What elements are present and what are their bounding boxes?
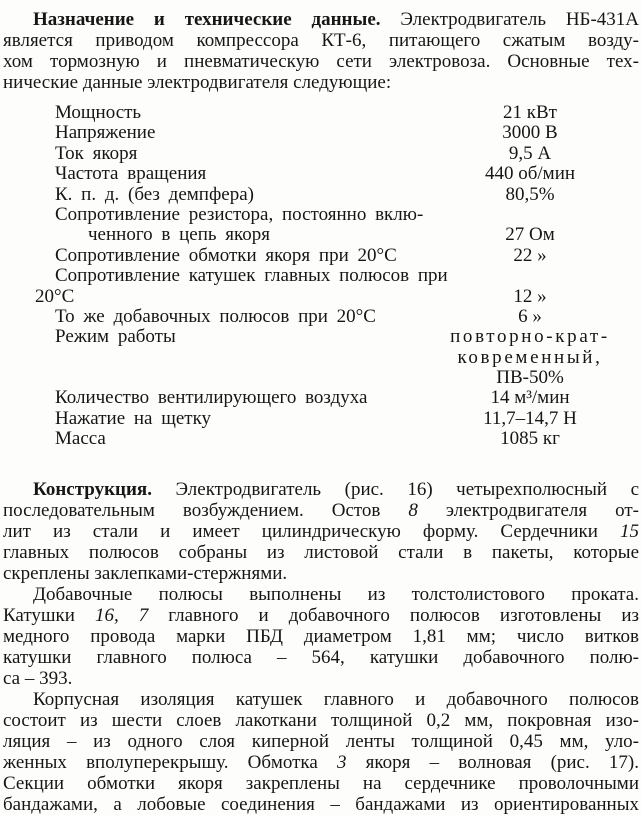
figure-ref: 15 — [620, 521, 639, 542]
text-line — [3, 626, 639, 647]
figure-ref: 3 — [336, 752, 347, 773]
spec-label: Масса — [55, 428, 106, 450]
spec-label: Мощность — [55, 102, 142, 123]
run-text: медного провода марки ПБД диаметром 1,81 мм; число витков — [3, 626, 639, 647]
run-text: са – 393. — [3, 668, 73, 689]
spec-row — [0, 327, 642, 347]
spec-row — [0, 225, 642, 245]
spec-value: 14 м³/мин — [490, 387, 570, 409]
intro-paragraph — [3, 9, 639, 93]
run-text: бандажами, а лобовые соединения – бандажами из ориентированных — [3, 794, 639, 815]
run-text: хом тормозную и пневматическую сети электровоза. Основные тех- — [3, 51, 639, 72]
run-text: лит из стали и имеет цилиндрическую форму. Сердечники — [3, 521, 620, 542]
spec-label: Количество вентилирующего воздуха — [55, 387, 368, 409]
text-line — [3, 731, 639, 752]
spec-row — [0, 287, 642, 307]
spec-row — [0, 348, 642, 368]
run-text: нические данные электродвигателя следующие: — [3, 72, 392, 93]
spec-label: Частота вращения — [55, 163, 207, 185]
text-line — [3, 710, 639, 731]
spec-row — [0, 409, 642, 429]
spec-value: 1085 кг — [500, 428, 560, 450]
spec-row — [0, 368, 642, 388]
spec-value: ПВ-50% — [496, 367, 564, 389]
text-line — [3, 584, 639, 605]
run-text: Добавочные полюсы выполнены из толстолистового проката. — [33, 584, 639, 605]
construction-section — [3, 479, 639, 815]
spec-value: 22 » — [513, 244, 547, 266]
text-line — [3, 647, 639, 668]
spec-value: 27 Ом — [505, 224, 555, 246]
text-line — [3, 605, 639, 626]
text-line — [3, 30, 639, 51]
spec-row — [0, 205, 642, 225]
spec-label: Нажатие на щетку — [55, 407, 212, 429]
construction-paragraph — [3, 479, 639, 584]
run-text: Электродвигатель НБ-431А — [380, 9, 639, 30]
spec-label: ченного в цепь якоря — [88, 224, 271, 246]
text-line — [3, 752, 639, 773]
figure-ref: 16, 7 — [94, 605, 149, 626]
spec-label: Режим работы — [55, 326, 176, 348]
spec-row — [0, 144, 642, 164]
specs-table — [0, 103, 642, 450]
text-line — [3, 773, 639, 794]
spec-row — [0, 164, 642, 184]
spec-value: 21 кВт — [503, 102, 557, 123]
spec-row — [0, 123, 642, 143]
figure-ref: 8 — [408, 500, 418, 521]
run-text: женных вполуперекрышу. Обмотка — [3, 752, 337, 773]
spec-value: повторно-крат- — [450, 326, 610, 348]
run-text: является приводом компрессора КТ-6, питающего сжатым возду- — [3, 30, 639, 51]
text-line — [3, 51, 639, 72]
spec-row — [0, 307, 642, 327]
text-line — [3, 500, 639, 521]
spec-label: Напряжение — [55, 122, 156, 144]
construction-paragraph — [3, 584, 639, 689]
run-text: последовательным возбуждением. Остов — [3, 500, 409, 521]
spec-label: Сопротивление катушек главных полюсов при — [55, 265, 448, 287]
text-line — [3, 521, 639, 542]
spec-label: 20°С — [35, 285, 75, 307]
run-text: Электродвигатель (рис. 16) четырехполюсный с — [151, 479, 639, 500]
run-text: Секции обмотки якоря закреплены на сердечнике проволочными — [3, 773, 639, 794]
spec-label: К. п. д. (без демпфера) — [55, 183, 254, 205]
text-line — [3, 563, 639, 584]
spec-value: 3000 В — [502, 122, 558, 144]
text-line — [3, 9, 639, 30]
text-line — [3, 479, 639, 500]
spec-value: 80,5% — [505, 183, 555, 205]
spec-row — [0, 103, 642, 123]
run-text: Корпусная изоляция катушек главного и добавочного полюсов — [33, 689, 639, 710]
spec-value: 6 » — [518, 305, 542, 327]
text-line — [3, 668, 639, 689]
run-text: главных полюсов собраны из листовой стали в пакеты, которые — [3, 542, 639, 563]
spec-label: Сопротивление обмотки якоря при 20°С — [55, 244, 397, 266]
run-text: якоря – волновая (рис. 17). — [346, 752, 639, 773]
run-text: главного и добавочного полюсов изготовлены из — [148, 605, 639, 626]
text-line — [3, 689, 639, 710]
run-bold: Конструкция. — [33, 479, 152, 500]
run-bold: Назначение и технические данные. — [33, 9, 381, 30]
spec-value: 11,7–14,7 Н — [483, 407, 577, 429]
spec-label: То же добавочных полюсов при 20°С — [55, 305, 376, 327]
spec-label: Сопротивление резистора, постоянно вклю- — [55, 203, 424, 225]
run-text: скреплены заклепками-стержнями. — [3, 563, 288, 584]
run-text: состоит из шести слоев лакоткани толщиной 0,2 мм, покровная изо- — [3, 710, 639, 731]
spec-value: 12 » — [513, 285, 547, 307]
spec-row — [0, 388, 642, 408]
text-line — [3, 72, 639, 93]
spec-row — [0, 246, 642, 266]
run-text: ляция – из одного слоя киперной ленты толщиной 0,45 мм, уло- — [3, 731, 639, 752]
run-text: катушки главного полюса – 564, катушки добавочного полю- — [3, 647, 639, 668]
spec-value: 9,5 А — [508, 142, 552, 164]
spec-label: Ток якоря — [55, 142, 138, 164]
run-text: электродвигателя от- — [417, 500, 639, 521]
text-line — [3, 794, 639, 815]
spec-row — [0, 429, 642, 449]
spec-row — [0, 185, 642, 205]
spec-value: 440 об/мин — [484, 163, 576, 185]
construction-paragraph — [3, 689, 639, 815]
run-text: Катушки — [3, 605, 95, 626]
spec-row — [0, 266, 642, 286]
text-line — [3, 542, 639, 563]
spec-value: ковременный, — [457, 346, 603, 368]
